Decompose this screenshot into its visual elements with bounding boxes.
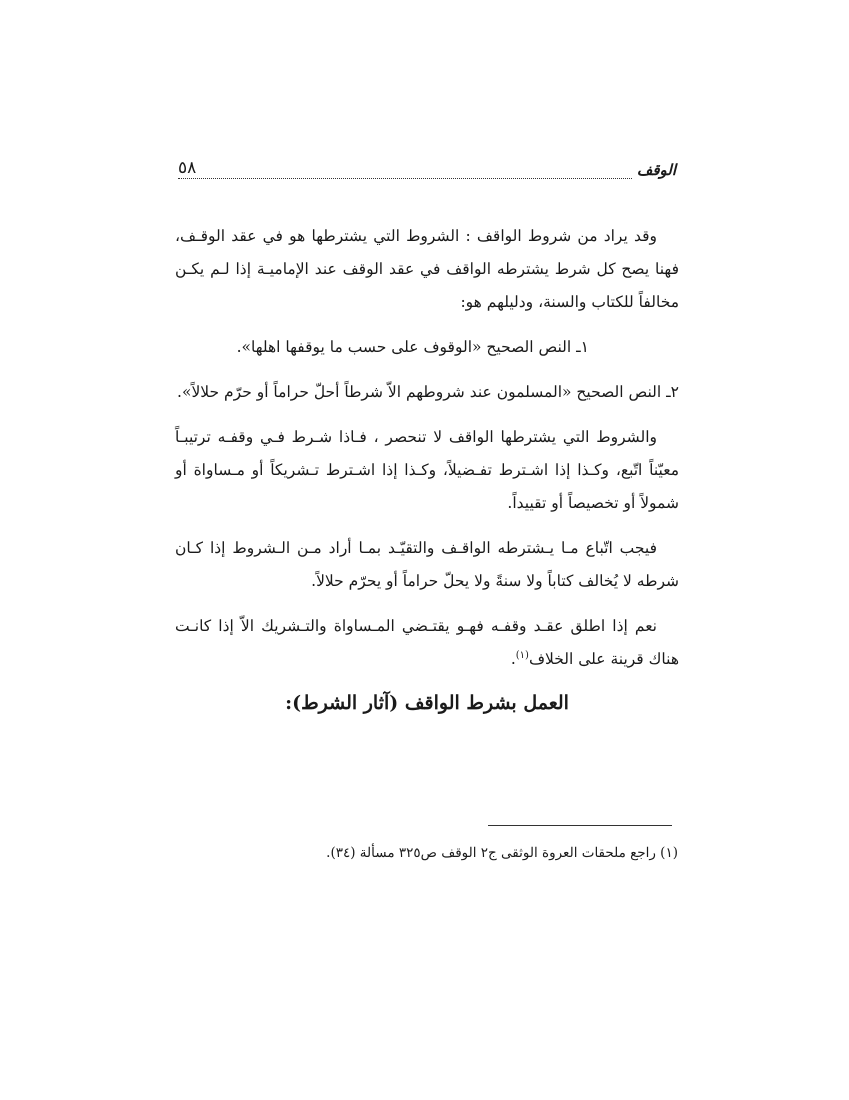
header-dotted-leader (178, 164, 632, 179)
footnote-separator (488, 825, 672, 826)
list-item: ٢ـ النص الصحيح «المسلمون عند شروطهم الاّ شرطاً أحلّ حراماً أو حرّم حلالاً». (177, 383, 679, 401)
page-header (178, 158, 676, 182)
paragraph: والشروط التي يشترطها الواقف لا تنحصر ، فـاذا شـرط فـي وقفـه ترتيبـاً معيّناً اتّبع، وكـذا إذا اشـترط تفـضيلاً، وكـذا إذا اشـترط تـشريكاً أو مـساواة أو شمولاً أو تخصيصاً أو تقييداً. (175, 428, 679, 512)
paragraph: وقد يراد من شروط الواقف : الشروط التي يشترطها هو في عقد الوقـف، فهنا يصح كل شرط يشترطه الواقف في عقد الوقف عند الإماميـة إذا لـم يكـن مخالفاً للكتاب والسنة، ودليلهم هو: (175, 227, 679, 311)
running-title: الوقف (636, 161, 676, 179)
paragraph: فيجب اتّباع مـا يـشترطه الواقـف والتقيّـد بمـا أراد مـن الـشروط إذا كـان شرطه لا يُخالف كتاباً ولا سنةً ولا يحلّ حراماً أو يحرّم حلالاً. (175, 539, 679, 590)
page-number: ٥٨ (178, 158, 197, 178)
section-heading: العمل بشرط الواقف (آثار الشرط): (285, 692, 569, 714)
footnote-reference: (١) (515, 649, 529, 661)
list-item: ١ـ النص الصحيح «الوقوف على حسب ما يوقفها اهلها». (236, 338, 589, 356)
paragraph (175, 610, 679, 676)
body-text (175, 220, 679, 718)
paragraph-end: . (510, 650, 516, 668)
paragraph-text: نعم إذا اطلق عقـد وقفـه فهـو يقتـضي المـساواة والتـشريك الاّ إذا كانـت هناك قرينة على الخلاف (175, 617, 679, 668)
footnote: (١) راجع ملحقات العروة الوثقى ج٢ الوقف ص٣٢٥ مسألة (٣٤). (326, 845, 678, 861)
